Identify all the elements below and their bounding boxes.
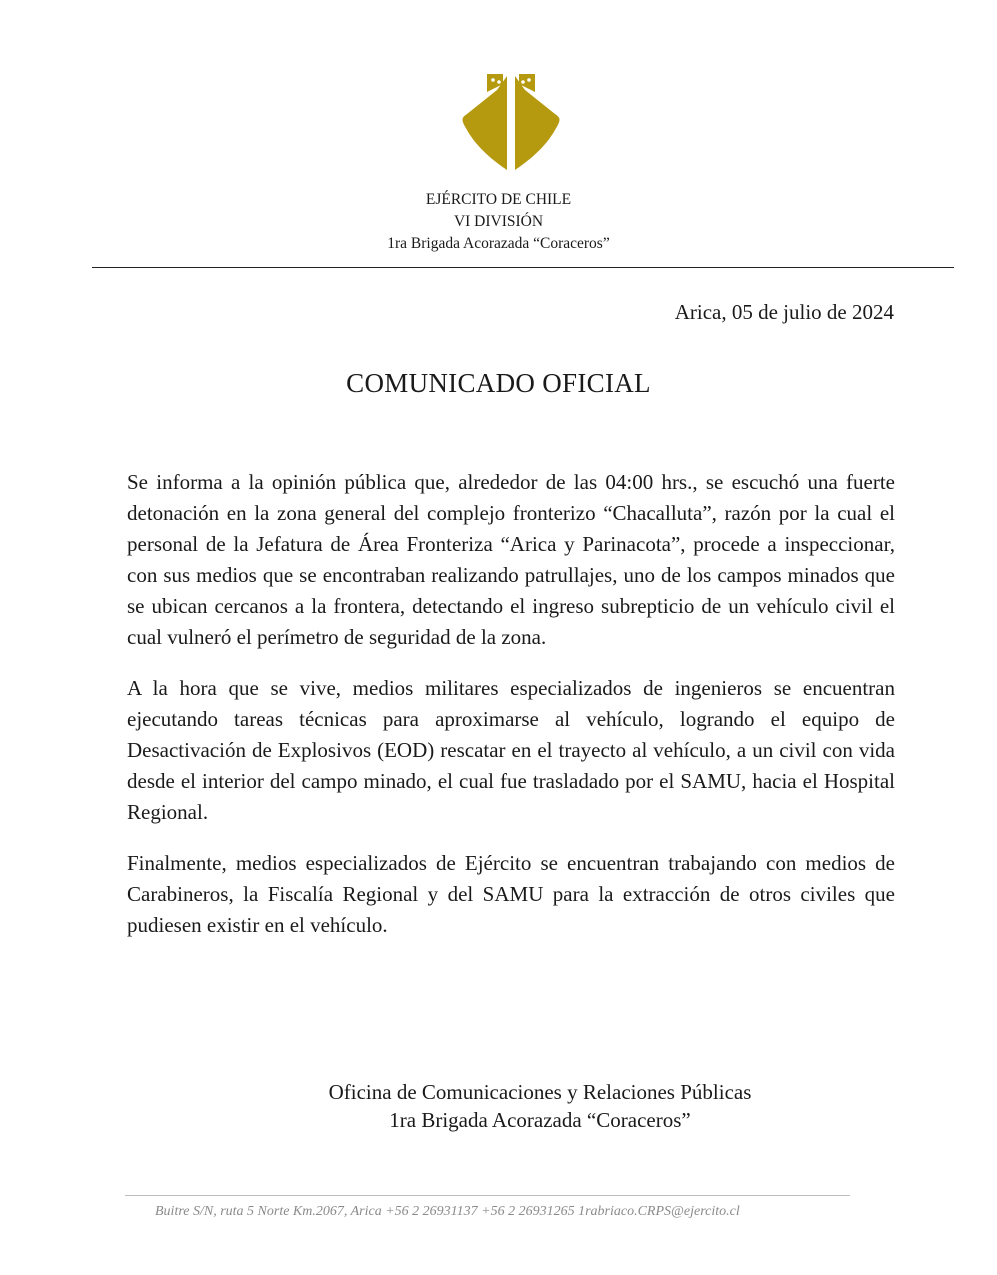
header-divider: [92, 267, 954, 268]
signature-brigade: 1ra Brigada Acorazada “Coraceros”: [389, 1108, 691, 1132]
brigade-name: 1ra Brigada Acorazada “Coraceros”: [387, 235, 610, 252]
body-paragraph: Se informa a la opinión pública que, alrededor de las 04:00 hrs., se escuchó una fuerte detonación en la zona general del complejo fronterizo “Chacalluta”, razón por la cual el personal de la Jefatura de Área Fronteriza “Arica y Parinacota”, procede a inspeccionar, con sus medios que se encontraban realizando patrullajes, uno de los campos minados que se ubican cercanos a la frontera, detectando el ingreso subrepticio de un vehículo civil el cual vulneró el perímetro de seguridad de la zona.: [127, 470, 895, 649]
organization-name: EJÉRCITO DE CHILE: [425, 191, 572, 208]
footer-divider: [125, 1195, 850, 1196]
document-date: Arica, 05 de julio de 2024: [674, 300, 894, 324]
document-title: COMUNICADO OFICIAL: [346, 368, 651, 398]
footer-contact: Buitre S/N, ruta 5 Norte Km.2067, Arica +56 2 26931137 +56 2 26931265 1rabriaco.CRPS@ejercito.cl: [155, 1204, 740, 1219]
signature-block: [0, 1078, 997, 1134]
signature-office: Oficina de Comunicaciones y Relaciones Públicas: [328, 1080, 752, 1104]
division-name: VI DIVISIÓN: [453, 213, 544, 230]
body-paragraph: A la hora que se vive, medios militares especializados de ingenieros se encuentran ejecutando tareas técnicas para aproximarse al vehículo, logrando el equipo de Desactivación de Explosivos (EOD) rescatar en el trayecto al vehículo, a un civil con vida desde el interior del campo minado, el cual fue trasladado por el SAMU, hacia el Hospital Regional.: [127, 676, 895, 824]
shield-breastplate-icon: [457, 70, 565, 178]
body-paragraph: Finalmente, medios especializados de Ejército se encuentran trabajando con medios de Carabineros, la Fiscalía Regional y del SAMU para la extracción de otros civiles que pudiesen existir en el vehículo.: [127, 851, 895, 937]
document-body: [127, 467, 895, 961]
letterhead: [0, 189, 997, 255]
